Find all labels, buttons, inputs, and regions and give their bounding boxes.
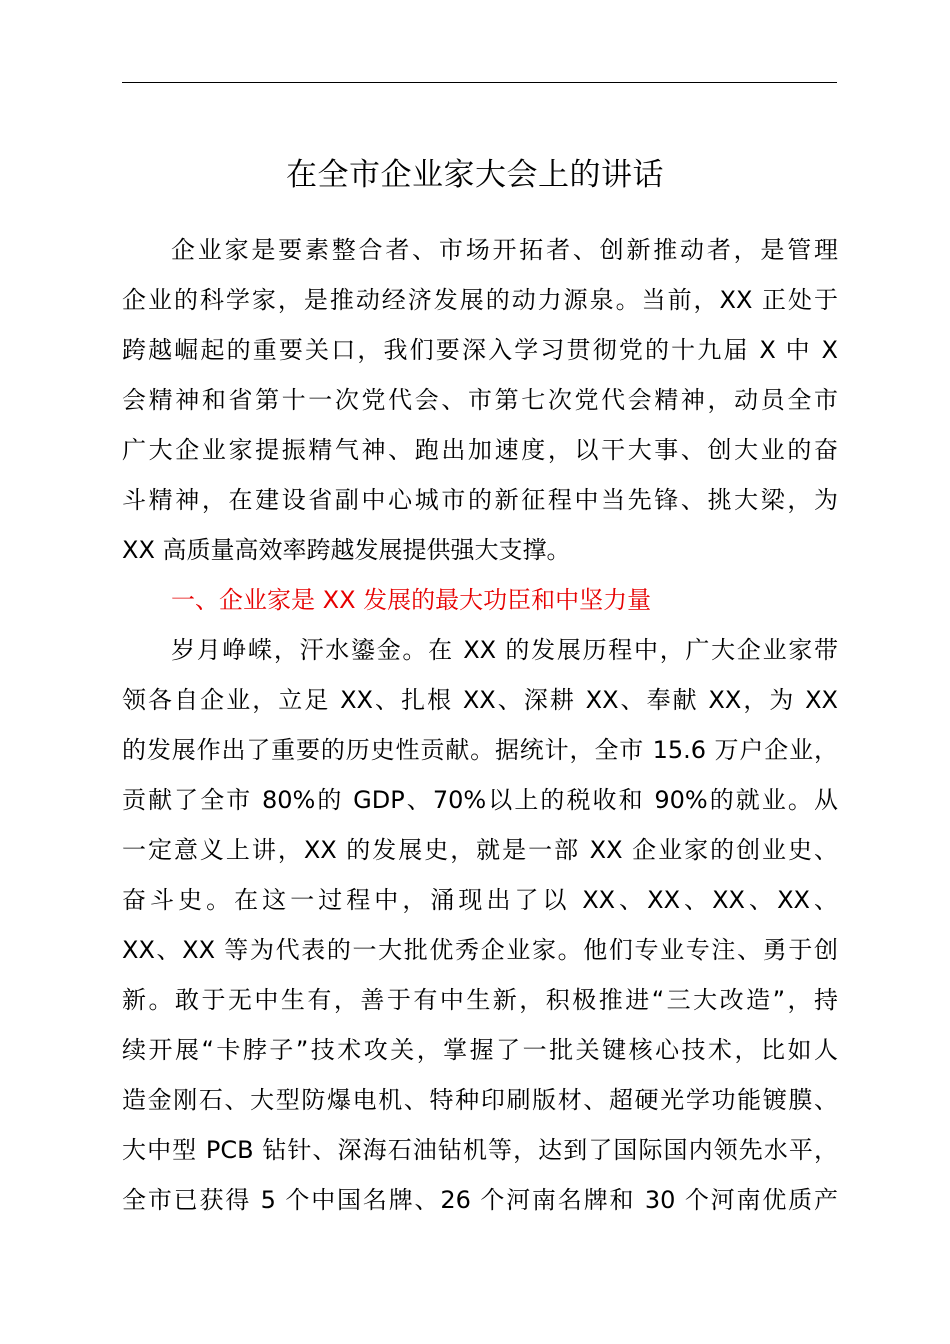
document-body <box>122 225 838 1225</box>
paragraph-line: 企业的科学家，是推动经济发展的动力源泉。当前，XX 正处于 <box>122 286 838 314</box>
paragraph-line: 一定意义上讲，XX 的发展史，就是一部 XX 企业家的创业史、 <box>122 836 838 864</box>
paragraph-line: 造金刚石、大型防爆电机、特种印刷版材、超硬光学功能镀膜、 <box>122 1086 838 1114</box>
paragraph-line: 会精神和省第十一次党代会、市第七次党代会精神，动员全市 <box>122 386 838 414</box>
header-rule <box>122 82 837 83</box>
paragraph-line: 奋斗史。在这一过程中，涌现出了以 XX、XX、XX、XX、 <box>122 886 838 914</box>
paragraph-line: 广大企业家提振精气神、跑出加速度，以干大事、创大业的奋 <box>122 436 838 464</box>
paragraph-line: 续开展“卡脖子”技术攻关，掌握了一批关键核心技术，比如人 <box>122 1036 838 1064</box>
paragraph-line: XX 高质量高效率跨越发展提供强大支撑。 <box>122 536 571 564</box>
paragraph-line: 企业家是要素整合者、市场开拓者、创新推动者，是管理 <box>171 236 838 264</box>
page-title: 在全市企业家大会上的讲话 <box>286 157 664 193</box>
paragraph-line: 斗精神，在建设省副中心城市的新征程中当先锋、挑大梁，为 <box>122 486 838 514</box>
paragraph-line: XX、XX 等为代表的一大批优秀企业家。他们专业专注、勇于创 <box>122 936 838 964</box>
paragraph-line: 岁月峥嵘，汗水鎏金。在 XX 的发展历程中，广大企业家带 <box>171 636 838 664</box>
paragraph-line: 贡献了全市 80%的 GDP、70%以上的税收和 90%的就业。从 <box>122 786 838 814</box>
paragraph-line: 领各自企业，立足 XX、扎根 XX、深耕 XX、奉献 XX，为 XX <box>122 686 838 714</box>
paragraph-line: 跨越崛起的重要关口，我们要深入学习贯彻党的十九届 X 中 X <box>122 336 838 364</box>
paragraph-line: 的发展作出了重要的历史性贡献。据统计，全市 15.6 万户企业， <box>122 736 838 764</box>
paragraph-line: 新。敢于无中生有，善于有中生新，积极推进“三大改造”，持 <box>122 986 838 1014</box>
paragraph-line: 全市已获得 5 个中国名牌、26 个河南名牌和 30 个河南优质产 <box>122 1186 838 1214</box>
paragraph-line: 大中型 PCB 钻针、深海石油钻机等，达到了国际国内领先水平， <box>122 1136 838 1164</box>
section-heading: 一、企业家是 XX 发展的最大功臣和中坚力量 <box>171 586 652 614</box>
